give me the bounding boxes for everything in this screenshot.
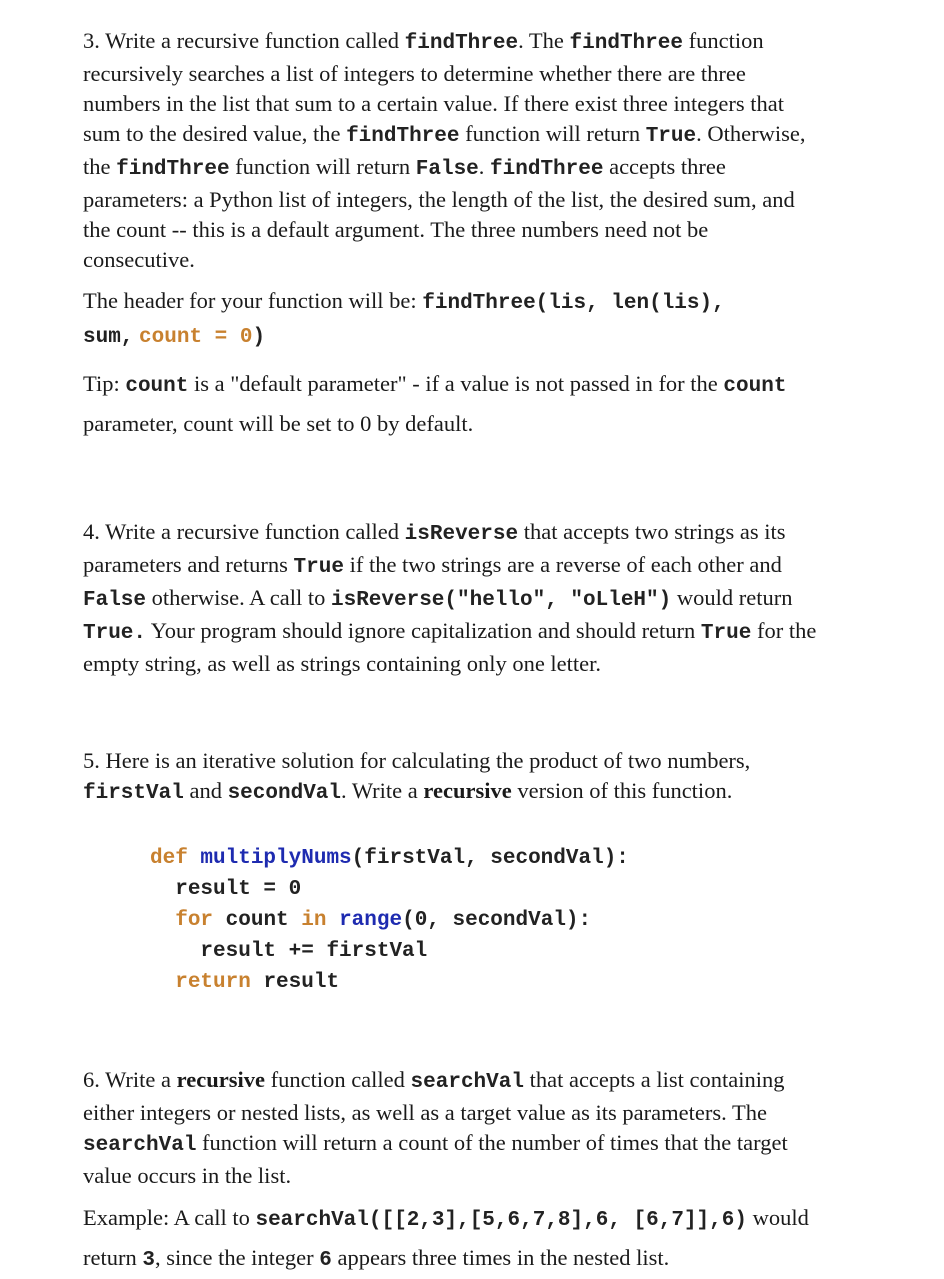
code-isreverse: isReverse [404,523,519,546]
keyword-def: def [150,847,188,870]
code-false: False [415,158,479,181]
code-true: True [645,125,697,148]
code-isreverse-call: isReverse("hello", "oLleH") [330,589,672,612]
bold-recursive: recursive [423,778,512,803]
code-false: False [83,589,147,612]
keyword-return: return [175,971,251,994]
code-three: 3 [142,1249,155,1272]
question-5: 5. Here is an iterative solution for calculating the product of two numbers, firstVal and secondVal. Write a recursive version of this function. [83,748,751,805]
code-true: True [293,556,344,579]
keyword-in: in [301,909,327,932]
code-true: True. [83,622,147,645]
code-line-1: def multiplyNums(firstVal, secondVal): [150,847,629,870]
keyword-for: for [175,909,214,932]
question-4: 4. Write a recursive function called isReverse that accepts two strings as its parameters and returns True if the two strings are a reverse of each other and False otherwise. A call to isReverse("hello", "oLleH") would return True. Your program should ignore capitalization and should return True for the empty string, as well as strings containing only one letter. [83,519,817,676]
code-line-5: return result [175,971,340,994]
bold-recursive: recursive [176,1067,265,1092]
code-count: count [125,375,189,398]
code-line-4: result += firstVal [200,940,428,963]
example: Example: A call to searchVal([[2,3],[5,6,7,8],6, [6,7]],6) would return 3, since the integer 6 appears three times in the nested list. [83,1205,809,1272]
document [83,26,823,1279]
code-findthree: findThree [490,158,604,181]
code-block [150,843,823,998]
code-line-3: for count in range(0, secondVal): [175,909,592,932]
builtin-range: range [339,909,403,932]
function-name: multiplyNums [200,847,352,870]
code-line-2: result = 0 [175,878,302,901]
header-close-paren: ) [252,326,266,349]
question-3: 3. Write a recursive function called findThree. The findThree function recursively searches a list of integers to determine whether there are three numbers in the list that sum to a certain value. If there exist three integers that sum to the desired value, the findThree function will return True. Otherwise, the findThree function will return False. findThree accepts three parameters: a Python list of integers, the length of the list, the desired sum, and the count -- this is a default argument. The three numbers need not be consecutive. [83,28,806,272]
code-secondval: secondVal [227,782,341,805]
function-header: The header for your function will be: findThree(lis, len(lis), sum, count = 0) [83,288,725,349]
question-6: 6. Write a recursive function called searchVal that accepts a list containing either integers or nested lists, as well as a target value as its parameters. The searchVal function will return a count of the number of times that the target value occurs in the list. [83,1067,788,1188]
code-findthree: findThree [346,125,460,148]
header-count-default: count = 0 [139,326,253,349]
code-firstval: firstVal [83,782,184,805]
code-six: 6 [319,1249,332,1272]
code-findthree: findThree [116,158,230,181]
code-true: True [700,622,752,645]
code-findthree: findThree [569,32,683,55]
code-searchval-call: searchVal([[2,3],[5,6,7,8],6, [6,7]],6) [255,1209,747,1232]
code-count: count [723,375,787,398]
code-findthree: findThree [404,32,519,55]
code-searchval: searchVal [83,1134,197,1157]
tip: Tip: count is a "default parameter" - if a value is not passed in for the count parameter, count will be set to 0 by default. [83,371,787,436]
code-searchval: searchVal [410,1071,524,1094]
header-sum: sum, [83,326,134,349]
header-signature: findThree(lis, len(lis), [422,292,725,315]
